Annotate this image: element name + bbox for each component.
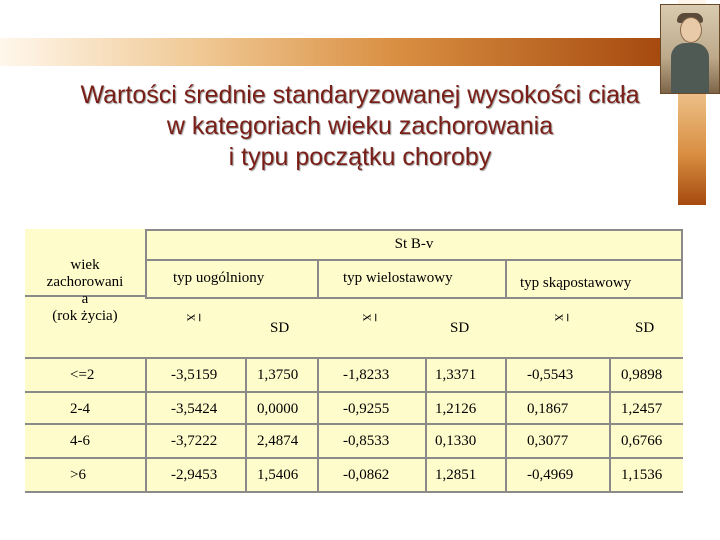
data-table (25, 229, 683, 493)
row-header: wiek zachorowani a (rok życia) (46, 257, 124, 324)
age-cell: 4-6 (70, 433, 90, 449)
title-line-2: w kategoriach wieku zachorowania (166, 112, 554, 140)
sd-header-2: SD (450, 320, 470, 336)
value-cell: 0,6766 (621, 433, 663, 449)
value-cell: -0,8533 (343, 433, 390, 449)
value-cell: 1,5406 (257, 467, 299, 483)
title-line-1: Wartości średnie standaryzowanej wysokości ciała (80, 81, 640, 109)
sd-header-3: SD (635, 320, 655, 336)
value-cell: 2,4874 (257, 433, 299, 449)
type-header-uogolniony: typ uogólniony (173, 270, 265, 286)
group-header: St B-v (394, 236, 434, 252)
value-cell: 1,3750 (257, 367, 299, 383)
value-cell: 1,2851 (435, 467, 477, 483)
age-cell: >6 (70, 467, 86, 483)
value-cell: -0,4969 (527, 467, 574, 483)
age-cell: <=2 (70, 367, 95, 383)
value-cell: 1,3371 (435, 367, 477, 383)
value-cell: 1,2457 (621, 401, 663, 417)
value-cell: 1,1536 (621, 467, 663, 483)
value-cell: -0,0862 (343, 467, 390, 483)
value-cell: 0,0000 (257, 401, 299, 417)
decorative-top-bar (0, 38, 660, 66)
value-cell: 0,9898 (621, 367, 663, 383)
mean-header-1: $\overline{x}$ (183, 313, 200, 322)
slide-title (0, 80, 720, 173)
value-cell: 0,1330 (435, 433, 477, 449)
value-cell: -0,9255 (343, 401, 390, 417)
age-cell: 2-4 (70, 401, 90, 417)
value-cell: -2,9453 (171, 467, 218, 483)
value-cell: 1,2126 (435, 401, 477, 417)
value-cell: -3,5424 (171, 401, 218, 417)
mean-header-3: $\overline{x}$ (551, 313, 568, 322)
type-header-skapostawowy: typ skąpostawowy (520, 275, 632, 291)
value-cell: -1,8233 (343, 367, 390, 383)
type-header-wielostawowy: typ wielostawowy (343, 270, 453, 286)
sd-header-1: SD (270, 320, 290, 336)
value-cell: -3,5159 (171, 367, 218, 383)
value-cell: -0,5543 (527, 367, 574, 383)
value-cell: 0,3077 (527, 433, 569, 449)
value-cell: 0,1867 (527, 401, 569, 417)
value-cell: -3,7222 (171, 433, 218, 449)
mean-header-2: $\overline{x}$ (359, 313, 376, 322)
title-line-3: i typu początku choroby (228, 143, 492, 171)
